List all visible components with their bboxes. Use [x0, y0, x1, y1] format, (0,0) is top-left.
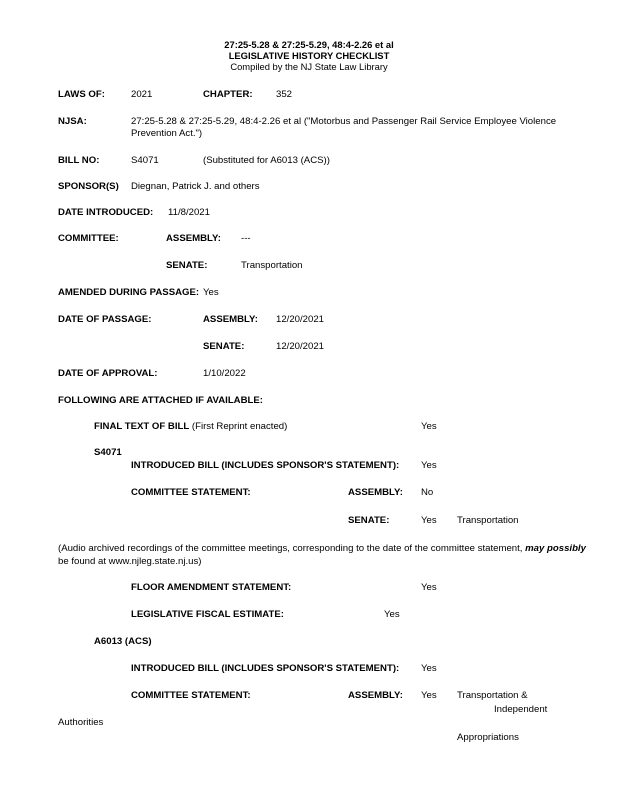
- approval-value: 1/10/2022: [203, 368, 246, 379]
- passage-assembly-label: ASSEMBLY:: [203, 314, 258, 325]
- chapter-value: 352: [276, 89, 293, 100]
- s4071-heading: S4071: [94, 447, 122, 458]
- fiscal-value: Yes: [384, 609, 400, 620]
- committee-label: COMMITTEE:: [58, 233, 119, 244]
- a6013-committee-assembly-value: Yes: [421, 690, 437, 701]
- approval-label: DATE OF APPROVAL:: [58, 368, 158, 379]
- amended-label: AMENDED DURING PASSAGE:: [58, 287, 200, 298]
- laws-of-label: LAWS OF:: [58, 89, 105, 100]
- floor-value: Yes: [421, 582, 437, 593]
- a6013-committee-line1: Transportation &: [457, 690, 528, 701]
- bill-substituted: (Substituted for A6013 (ACS)): [203, 155, 330, 166]
- audio-note-may: may: [525, 543, 545, 554]
- final-text-value: Yes: [421, 421, 437, 432]
- date-introduced-label: DATE INTRODUCED:: [58, 207, 154, 218]
- s4071-committee-senate-value: Yes: [421, 515, 437, 526]
- floor-label: FLOOR AMENDMENT STATEMENT:: [131, 582, 292, 593]
- njsa-label: NJSA:: [58, 116, 87, 127]
- passage-assembly-value: 12/20/2021: [276, 314, 325, 325]
- sponsors-label: SPONSOR(S): [58, 181, 119, 192]
- document-subtitle: LEGISLATIVE HISTORY CHECKLIST: [228, 50, 390, 61]
- s4071-committee-assembly-value: No: [421, 487, 434, 498]
- bill-no-label: BILL NO:: [58, 155, 100, 166]
- date-introduced-value: 11/8/2021: [168, 207, 210, 218]
- s4071-introduced-value: Yes: [421, 460, 437, 471]
- s4071-committee-senate-name: Transportation: [457, 515, 519, 526]
- committee-assembly-value: ---: [241, 233, 251, 244]
- passage-senate-label: SENATE:: [203, 341, 245, 352]
- sponsors-value: Diegnan, Patrick J. and others: [131, 181, 260, 192]
- a6013-committee-line3: Authorities: [58, 717, 104, 728]
- fiscal-label: LEGISLATIVE FISCAL ESTIMATE:: [131, 609, 284, 620]
- passage-label: DATE OF PASSAGE:: [58, 314, 152, 325]
- a6013-committee-line2: Independent: [494, 704, 548, 715]
- s4071-introduced-label: INTRODUCED BILL (INCLUDES SPONSOR'S STATEMENT):: [131, 460, 400, 471]
- chapter-label: CHAPTER:: [203, 89, 253, 100]
- a6013-heading: A6013 (ACS): [94, 636, 152, 647]
- a6013-committee-assembly-label: ASSEMBLY:: [348, 690, 403, 701]
- a6013-committee-label: COMMITTEE STATEMENT:: [131, 690, 251, 701]
- laws-of-value: 2021: [131, 89, 153, 100]
- audio-note: [58, 542, 588, 568]
- a6013-introduced-value: Yes: [421, 663, 437, 674]
- final-text-label: FINAL TEXT OF BILL: [94, 421, 190, 432]
- amended-value: Yes: [203, 287, 219, 298]
- final-text-row: [94, 421, 287, 433]
- audio-note-part1: (Audio archived recordings of the committee meetings, corresponding to the date of the committee statement,: [58, 543, 526, 554]
- s4071-committee-senate-label: SENATE:: [348, 515, 390, 526]
- s4071-committee-label: COMMITTEE STATEMENT:: [131, 487, 251, 498]
- audio-note-part2: be found at www.njleg.state.nj.us): [58, 556, 202, 567]
- compiled-by: Compiled by the NJ State Law Library: [230, 61, 388, 72]
- final-text-note: (First Reprint enacted): [189, 421, 288, 432]
- committee-senate-label: SENATE:: [166, 260, 208, 271]
- committee-senate-value: Transportation: [241, 260, 303, 271]
- audio-note-possibly: possibly: [547, 543, 586, 554]
- committee-assembly-label: ASSEMBLY:: [166, 233, 221, 244]
- passage-senate-value: 12/20/2021: [276, 341, 325, 352]
- njsa-value: 27:25-5.28 & 27:25-5.29, 48:4-2.26 et al ("Motorbus and Passenger Rail Service Employee Violence Prevention Act."): [131, 116, 557, 139]
- bill-no-value: S4071: [131, 155, 159, 166]
- a6013-introduced-label: INTRODUCED BILL (INCLUDES SPONSOR'S STATEMENT):: [131, 663, 400, 674]
- s4071-committee-assembly-label: ASSEMBLY:: [348, 487, 403, 498]
- a6013-committee-line4: Appropriations: [457, 732, 519, 743]
- document-title: 27:25-5.28 & 27:25-5.29, 48:4-2.26 et al: [224, 39, 394, 50]
- attached-heading: FOLLOWING ARE ATTACHED IF AVAILABLE:: [58, 395, 263, 406]
